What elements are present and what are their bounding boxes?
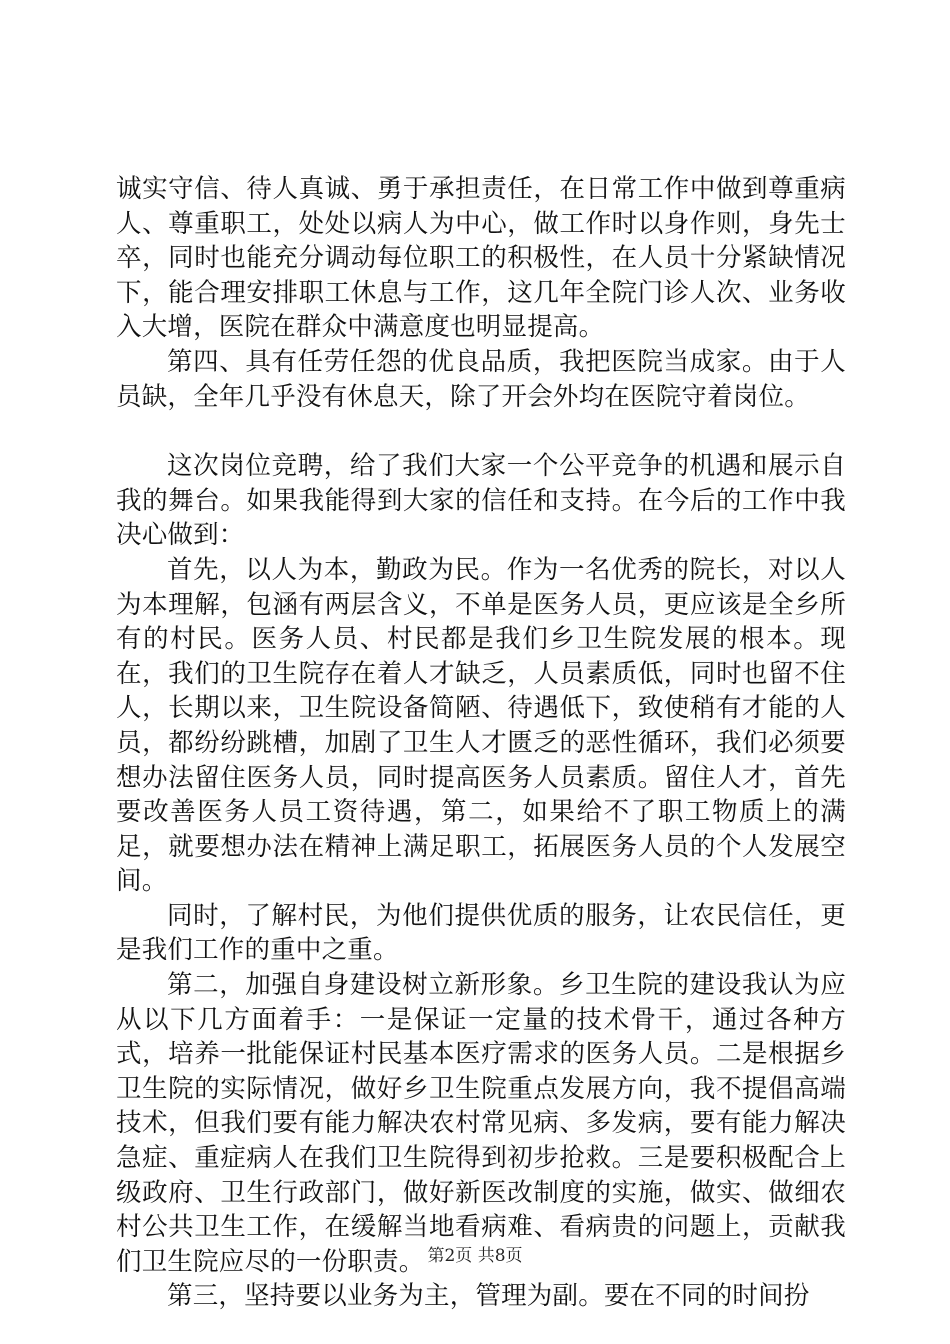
paragraph-second-self-building: 第二，加强自身建设树立新形象。乡卫生院的建设我认为应从以下几方面着手：一是保证一定量的技术骨干，通过各种方式，培养一批能保证村民基本医疗需求的医务人员。二是根据乡卫生院的实际情况，做好乡卫生院重点发展方向，我不提倡高端技术，但我们要有能力解决农村常见病、多发病，要有能力解决急症、重症病人在我们卫生院得到初步抢救。三是要积极配合上级政府、卫生行政部门，做好新医改制度的实施，做实、做细农村公共卫生工作，在缓解当地看病难、看病贵的问题上，贡献我们卫生院应尽的一份职责。 <box>116 970 846 1277</box>
paragraph-competition-intro: 这次岗位竞聘，给了我们大家一个公平竞争的机遇和展示自我的舞台。如果我能得到大家的信任和支持。在今后的工作中我决心做到： <box>116 451 846 551</box>
paragraph-first-people-oriented: 首先，以人为本，勤政为民。作为一名优秀的院长，对以人为本理解，包涵有两层含义，不单是医务人员，更应该是全乡所有的村民。医务人员、村民都是我们乡卫生院发展的根本。现在，我们的卫生院存在着人才缺乏，人员素质低，同时也留不住人，长期以来，卫生院设备简陋、待遇低下，致使稍有才能的人员，都纷纷跳槽，加剧了卫生人才匮乏的恶性循环，我们必须要想办法留住医务人员，同时提高医务人员素质。留住人才，首先要改善医务人员工资待遇，第二，如果给不了职工物质上的满足，就要想办法在精神上满足职工，拓展医务人员的个人发展空间。 <box>116 554 846 897</box>
paragraph-third-business-first: 第三，坚持要以业务为主，管理为副。要在不同的时间扮 <box>167 1281 810 1312</box>
paragraph-continuation: 诚实守信、待人真诚、勇于承担责任，在日常工作中做到尊重病人、尊重职工，处处以病人为中心，做工作时以身作则，身先士卒，同时也能充分调动每位职工的积极性，在人员十分紧缺情况下，能合理安排职工休息与工作，这几年全院门诊人次、业务收入大增，医院在群众中满意度也明显提高。 <box>116 174 846 343</box>
paragraph-understand-villagers: 同时，了解村民，为他们提供优质的服务，让农民信任，更是我们工作的重中之重。 <box>116 900 846 966</box>
body-text <box>116 172 846 1314</box>
page-footer: 第2页 共8页 <box>427 1246 523 1266</box>
paragraph-fourth-point: 第四、具有任劳任怨的优良品质，我把医院当成家。由于人员缺，全年几乎没有休息天，除了开会外均在医院守着岗位。 <box>116 346 846 412</box>
